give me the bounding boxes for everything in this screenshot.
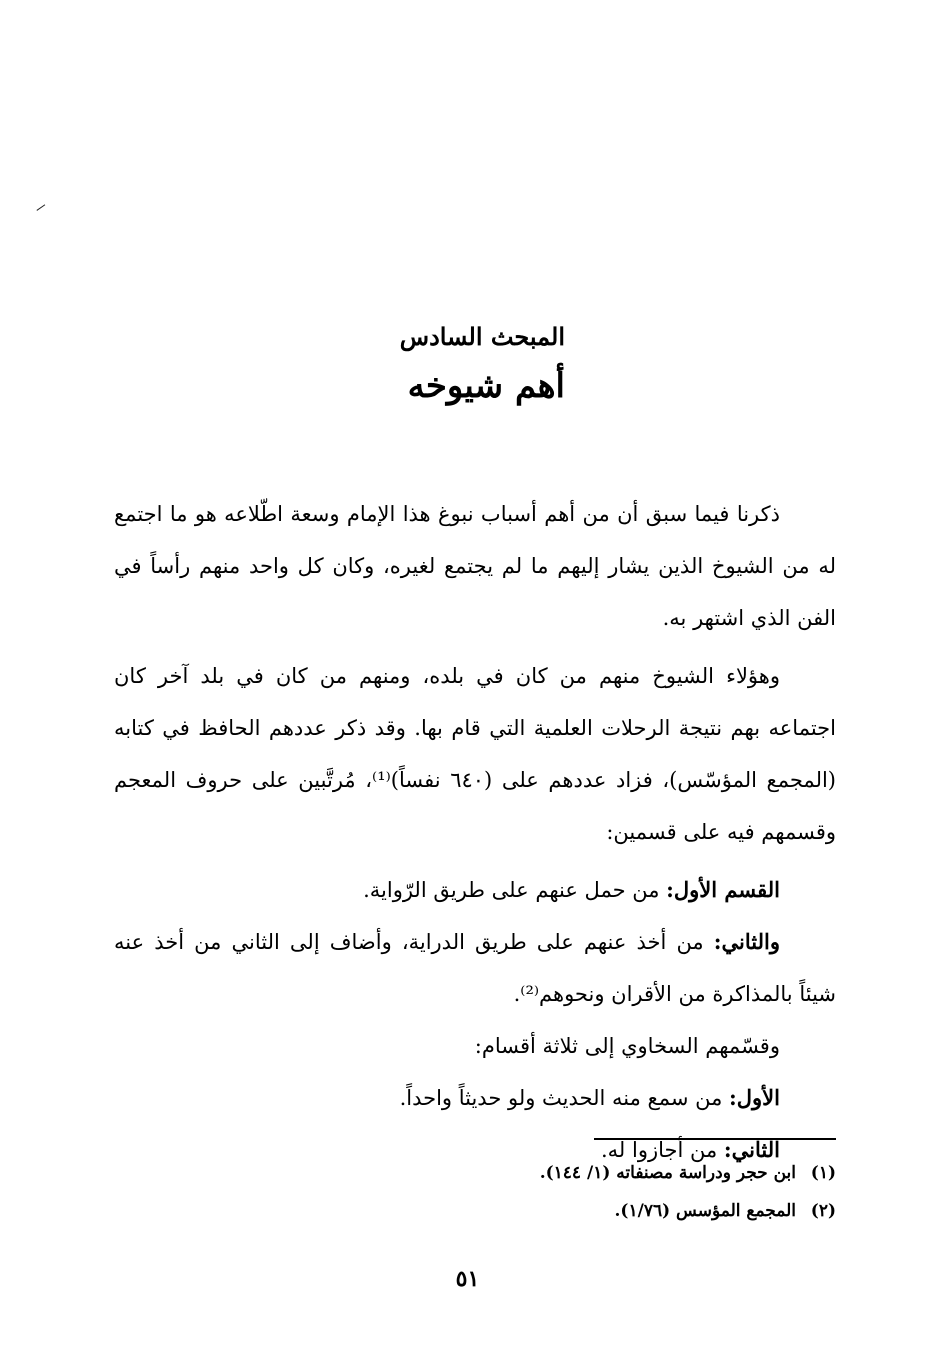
footnote-text: المجمع المؤسس (١/٧٦). xyxy=(614,1201,796,1221)
item-text: من أخذ عنهم على طريق الدراية، وأضاف إلى الثاني من أخذ عنه شيئاً بالمذاكرة من الأقران ونحوهم⁽²⁾. xyxy=(114,930,836,1006)
item-label: القسم الأول: xyxy=(666,877,780,902)
paragraph-2: وهؤلاء الشيوخ منهم من كان في بلده، ومنهم من كان في بلد آخر كان اجتماعه بهم نتيجة الرحلات العلمية التي قام بها. وقد ذكر عددهم الحافظ في كتابه (المجمع المؤسّس)، فزاد عددهم على (٦٤٠ نفساً)⁽¹⁾، مُرتَّبين على حروف المعجم وقسمهم فيه على قسمين: xyxy=(114,664,836,844)
item-text: من حمل عنهم على طريق الرّواية. xyxy=(363,878,667,902)
footnotes xyxy=(114,1154,836,1230)
list-item-second-division xyxy=(114,916,836,1020)
item-label: الأول: xyxy=(729,1085,780,1110)
list-item-first-division xyxy=(114,864,836,916)
footnote-number: (٢) xyxy=(810,1201,836,1221)
stray-mark xyxy=(31,196,46,211)
item-label: والثاني: xyxy=(713,929,780,954)
footnote-divider xyxy=(594,1138,836,1140)
page-number: ٥١ xyxy=(455,1266,480,1292)
section-label: المبحث السادس xyxy=(399,322,565,351)
footnote-1 xyxy=(114,1154,836,1192)
body-text xyxy=(114,488,836,1176)
item-text: من أجازوا له. xyxy=(600,1138,724,1162)
paragraph-1: ذكرنا فيما سبق أن من أهم أسباب نبوغ هذا الإمام وسعة اطّلاعه هو ما اجتمع له من الشيوخ الذين يشار إليهم ما لم يجتمع لغيره، وكان كل واحد منهم رأساً في الفن الذي اشتهر به. xyxy=(114,502,836,630)
item-text: من سمع منه الحديث ولو حديثاً واحداً. xyxy=(399,1086,730,1110)
item-label: الثاني: xyxy=(723,1137,780,1162)
sakhawi-item-1 xyxy=(114,1072,836,1124)
footnote-number: (١) xyxy=(810,1163,836,1183)
footnote-text: ابن حجر ودراسة مصنفاته (١/ ١٤٤). xyxy=(539,1163,796,1183)
section-title: أهم شيوخه xyxy=(407,366,565,406)
sakhawi-intro: وقسّمهم السخاوي إلى ثلاثة أقسام: xyxy=(474,1034,780,1058)
footnote-2 xyxy=(114,1192,836,1230)
